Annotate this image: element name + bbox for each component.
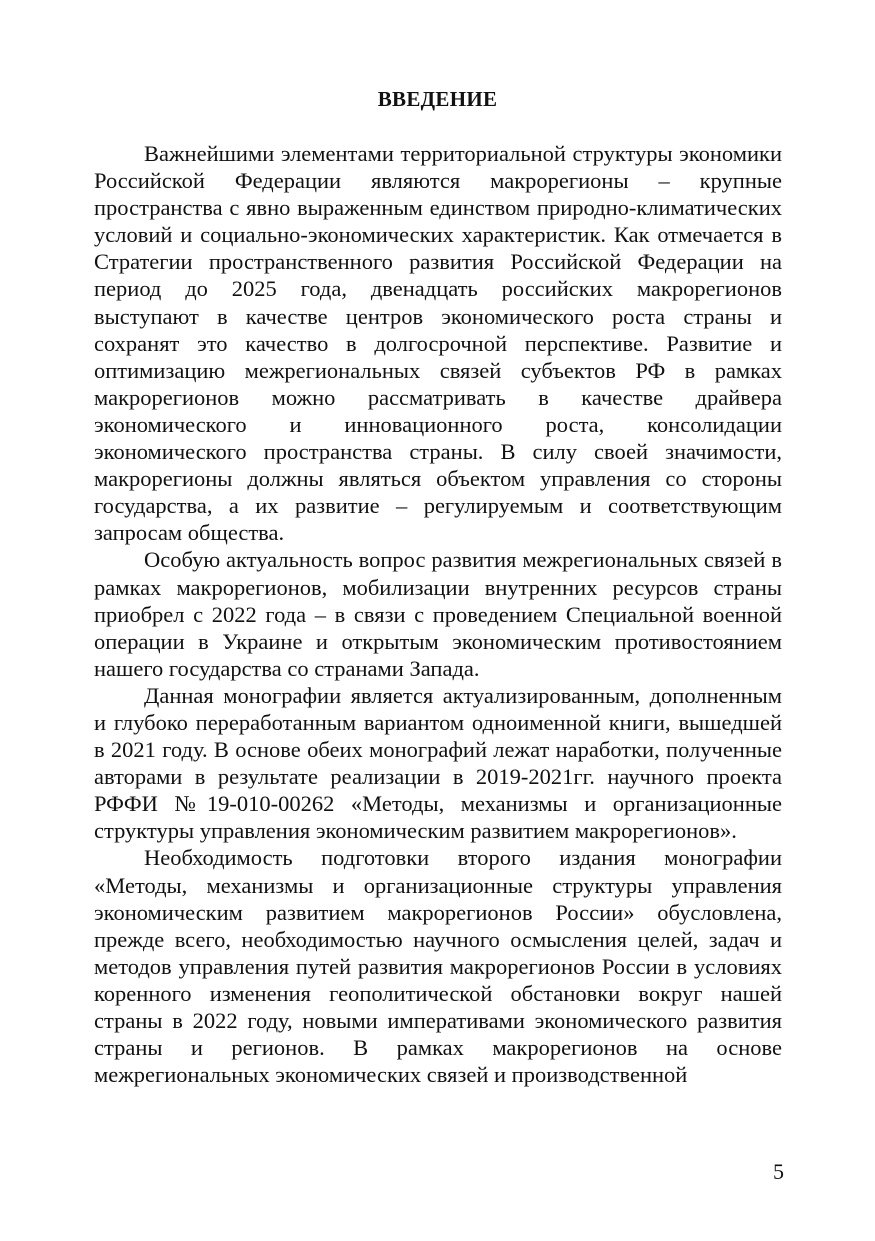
paragraph-1: Важнейшими элементами территориальной структуры экономики Российской Федерации являются макрорегионы – крупные пространства с явно выраженным единством природно-климатических условий и социально-экономических характеристик. Как отмечается в Стратегии пространственного развития Российской Федерации на период до 2025 года, двенадцать российских макрорегионов выступают в качестве центров экономического роста страны и сохранят это качество в долгосрочной перспективе. Развитие и оптимизацию межрегиональных связей субъектов РФ в рамках макрорегионов можно рассматривать в качестве драйвера экономического и инновационного роста, консолидации экономического пространства страны. В силу своей значимости, макрорегионы должны являться объектом управления со стороны государства, а их развитие – регулируемым и соответствующим запросам общества. [94,141,782,546]
body-text [94,140,782,1088]
paragraph-3: Данная монографии является актуализированным, дополненным и глубоко переработанным вариантом одноименной книги, вышедшей в 2021 году. В основе обеих монографий лежат наработки, полученные авторами в результате реализации в 2019-2021гг. научного проекта РФФИ №19-010-00262 «Методы, механизмы и организационные структуры управления экономическим развитием макрорегионов». [94,682,782,844]
page-number: 5 [773,1159,784,1184]
section-title: ВВЕДЕНИЕ [377,87,498,111]
paragraph-4: Необходимость подготовки второго издания монографии «Методы, механизмы и организационные структуры управления экономическим развитием макрорегионов России» обусловлена, прежде всего, необходимостью научного осмысления целей, задач и методов управления путей развития макрорегионов России в условиях коренного изменения геополитической обстановки вокруг нашей страны в 2022 году, новыми императивами экономического развития страны и регионов. В рамках макрорегионов на основе межрегиональных экономических связей и производственной [94,845,782,1088]
paragraph-2: Особую актуальность вопрос развития межрегиональных связей в рамках макрорегионов, мобилизации внутренних ресурсов страны приобрел с 2022 года – в связи с проведением Специальной военной операции в Украине и открытым экономическим противостоянием нашего государства со странами Запада. [94,547,782,681]
